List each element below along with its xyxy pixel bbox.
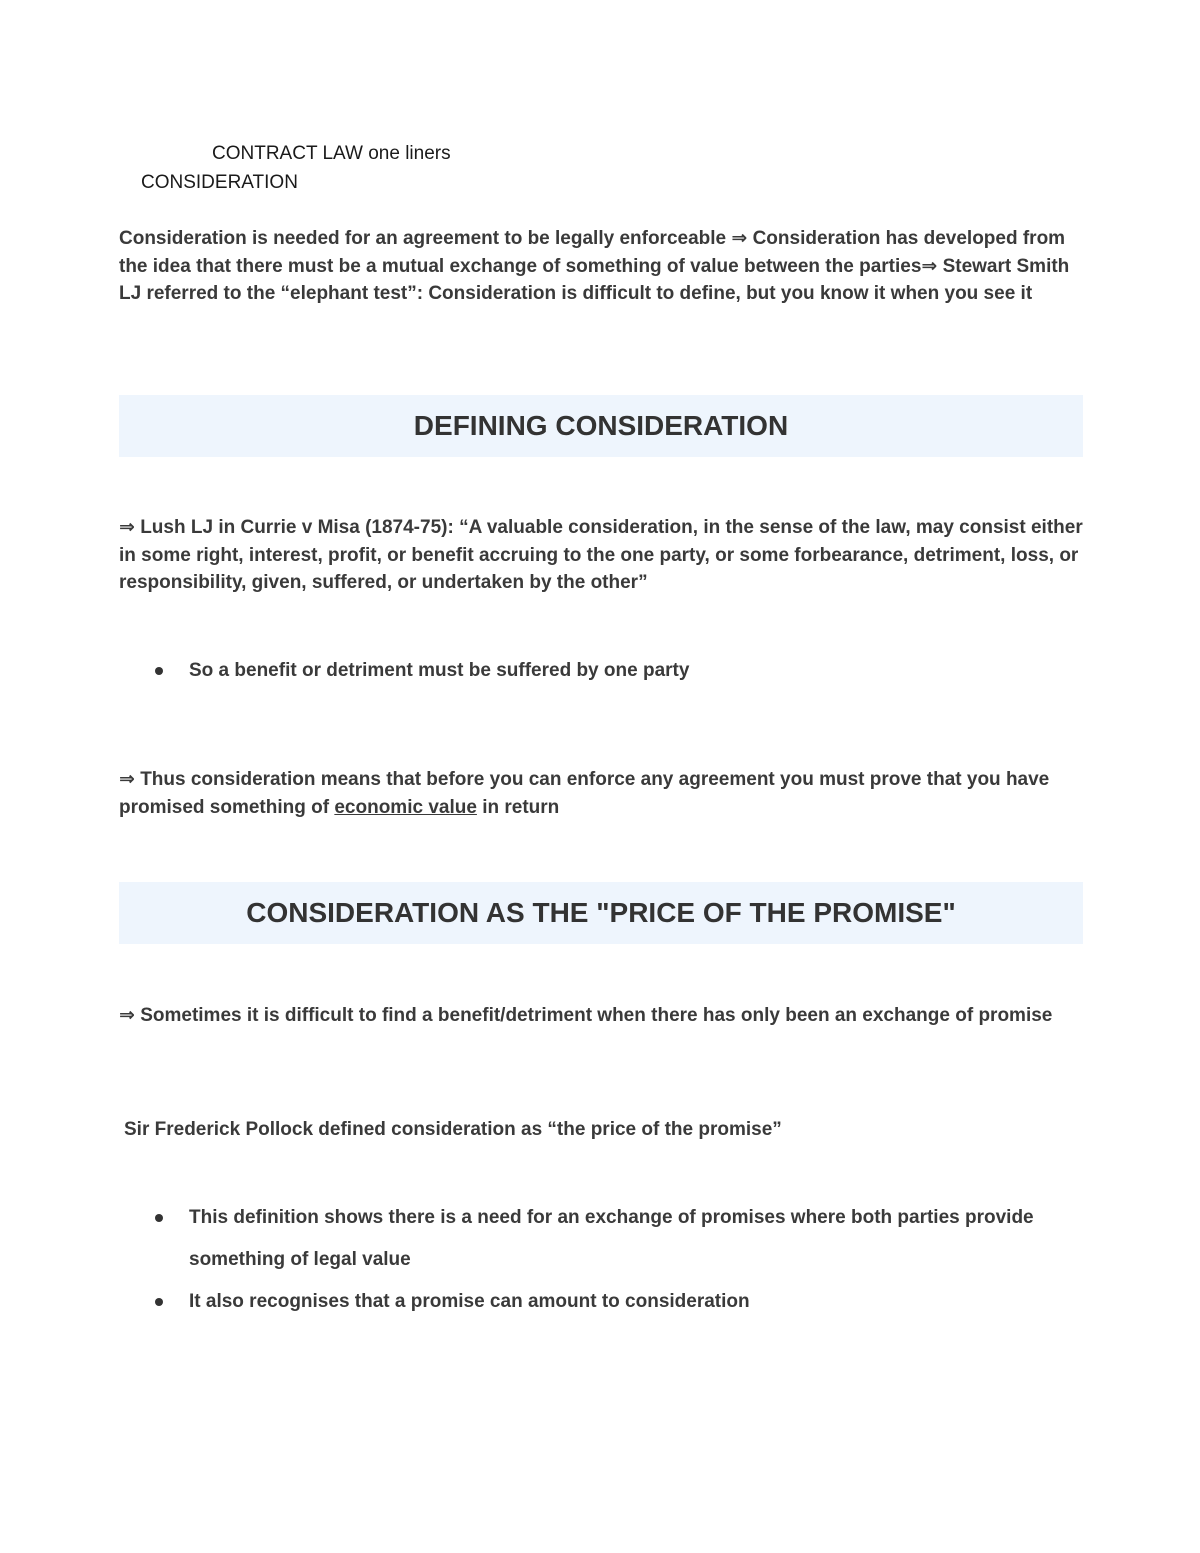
bullet-dot-icon	[155, 650, 189, 692]
section-heading-banner	[119, 395, 1083, 457]
list-item-text: So a benefit or detriment must be suffered by one party	[189, 660, 690, 681]
section-heading-price-of-promise: CONSIDERATION AS THE "PRICE OF THE PROMISE"	[246, 897, 956, 928]
currie-v-misa-quote: ⇒ Lush LJ in Currie v Misa (1874-75): “A valuable consideration, in the sense of the law, may consist either in some right, interest, profit, or benefit accruing to the one party, or some forbearance, detriment, loss, or responsibility, given, suffered, or undertaken by the other”	[119, 517, 1083, 593]
section-heading-defining: DEFINING CONSIDERATION	[413, 410, 789, 441]
bullet-list	[155, 1197, 1055, 1323]
list-item	[155, 1281, 1055, 1323]
pollock-paragraph: Sir Frederick Pollock defined consideration as “the price of the promise”	[124, 1119, 782, 1140]
list-item-text: It also recognises that a promise can amount to consideration	[189, 1291, 750, 1312]
intro-paragraph: Consideration is needed for an agreement to be legally enforceable ⇒ Consideration has developed from the idea that there must be a mutual exchange of something of value between the parties⇒ Stewart Smith LJ referred to the “elephant test”: Consideration is difficult to define, but you know it when you see it	[119, 228, 1070, 304]
list-item-text: This definition shows there is a need for an exchange of promises where both parties provide something of legal value	[189, 1207, 1034, 1270]
document-title: CONTRACT LAW one liners	[212, 143, 451, 164]
bullet-dot-icon	[155, 1281, 189, 1323]
underlined-text: economic value	[334, 796, 477, 818]
list-item	[155, 1197, 1055, 1281]
list-item	[155, 650, 1055, 692]
thus-paragraph	[119, 766, 1089, 821]
bullet-dot-icon	[155, 1197, 189, 1239]
document-subtitle: CONSIDERATION	[141, 172, 298, 193]
section-heading-banner	[119, 882, 1083, 944]
thus-text-end: in return	[476, 796, 560, 818]
sometimes-paragraph: ⇒ Sometimes it is difficult to find a benefit/detriment when there has only been an exchange of promise	[119, 1005, 1053, 1026]
thus-text: ⇒ Thus consideration means that before you can enforce any agreement you must prove that you have promised something of	[119, 769, 1050, 818]
bullet-list	[155, 650, 1055, 692]
